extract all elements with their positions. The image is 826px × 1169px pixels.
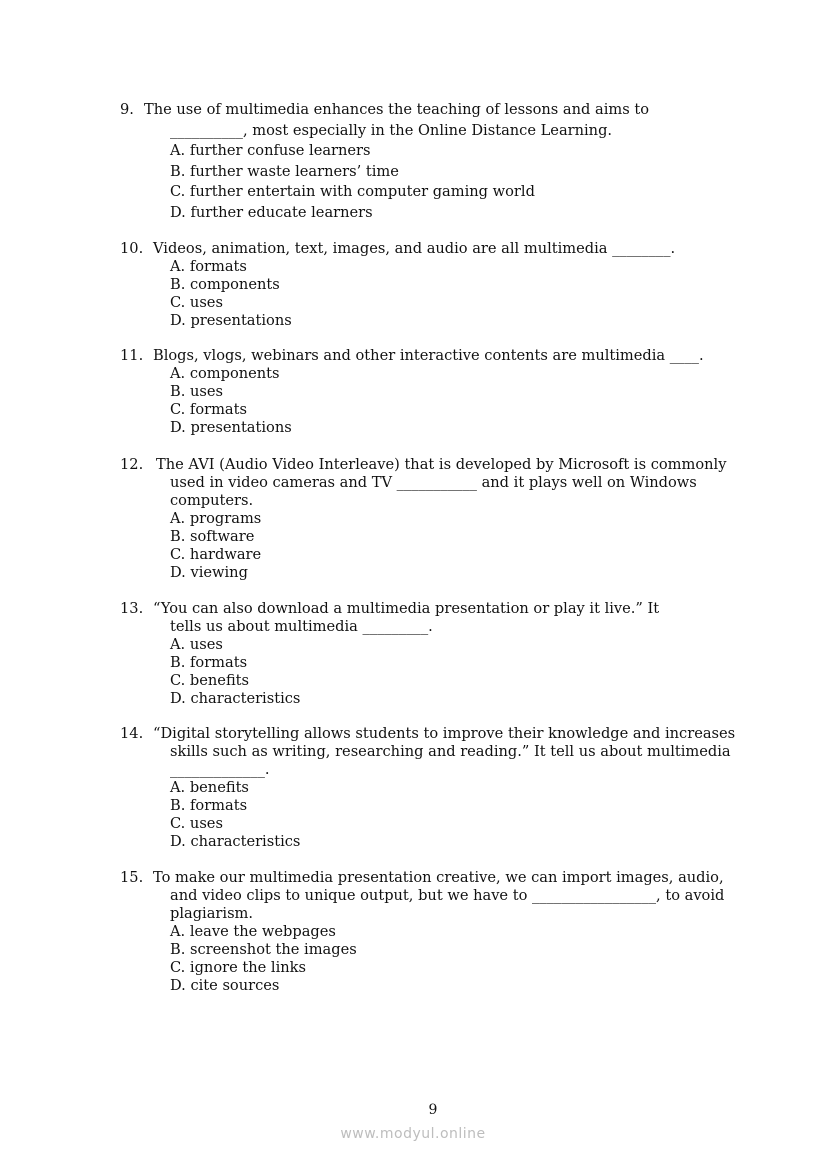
question-12 (120, 456, 760, 582)
option-c: C. further entertain with computer gaming world (170, 183, 535, 200)
question-14 (120, 725, 760, 851)
question-stem-continued: _____________. (170, 761, 270, 778)
question-stem: 11. Blogs, vlogs, webinars and other interactive contents are multimedia ____. (120, 347, 704, 364)
option-c: C. ignore the links (170, 959, 306, 976)
watermark: www.modyul.online (340, 1126, 486, 1142)
question-stem: 14. “Digital storytelling allows students to improve their knowledge and increases (120, 725, 736, 742)
question-stem-continued: computers. (170, 492, 254, 509)
option-b: B. formats (170, 797, 248, 814)
option-c: C. benefits (170, 672, 250, 689)
option-a: A. leave the webpages (170, 923, 336, 940)
option-c: C. uses (170, 294, 223, 311)
option-d: D. viewing (170, 564, 248, 581)
question-stem-continued: plagiarism. (170, 905, 254, 922)
option-c: C. formats (170, 401, 247, 418)
option-c: C. uses (170, 815, 223, 832)
option-a: A. benefits (170, 779, 249, 796)
option-a: A. formats (170, 258, 247, 275)
question-number: 12. (120, 456, 144, 473)
question-number: 11. (120, 347, 144, 364)
option-d: D. further educate learners (170, 203, 373, 221)
option-d: D. cite sources (170, 977, 280, 994)
question-stem-continued: and video clips to unique output, but we have to _________________, to avoid (170, 887, 725, 904)
question-stem-continued: tells us about multimedia _________. (170, 618, 433, 635)
option-a: A. components (170, 365, 280, 382)
question-number: 9. (120, 101, 134, 118)
option-d: D. presentations (170, 312, 292, 329)
option-d: D. presentations (170, 419, 292, 436)
option-b: B. screenshot the images (170, 941, 357, 958)
option-d: D. characteristics (170, 833, 301, 850)
option-c: C. hardware (170, 546, 262, 563)
option-b: B. uses (170, 383, 224, 400)
question-stem-continued: used in video cameras and TV ___________ and it plays well on Windows (170, 474, 697, 491)
option-a: A. programs (170, 510, 262, 527)
option-b: B. formats (170, 654, 248, 671)
question-9 (120, 100, 760, 223)
question-stem-continued: __________, most especially in the Online Distance Learning. (170, 121, 613, 139)
option-a: A. uses (170, 636, 223, 653)
option-b: B. further waste learners’ time (170, 162, 399, 180)
question-stem: 9. The use of multimedia enhances the teaching of lessons and aims to (120, 100, 760, 121)
question-number: 15. (120, 869, 144, 886)
question-number: 14. (120, 725, 144, 742)
option-d: D. characteristics (170, 690, 301, 707)
question-10 (120, 240, 760, 330)
question-stem-continued: skills such as writing, researching and reading.” It tell us about multimedia (170, 743, 731, 760)
question-stem: 15. To make our multimedia presentation creative, we can import images, audio, (120, 869, 724, 886)
page-number: 9 (428, 1102, 438, 1118)
option-b: B. components (170, 276, 280, 293)
question-13 (120, 600, 760, 708)
question-15 (120, 869, 760, 995)
question-number: 13. (120, 600, 144, 617)
question-stem: 13. “You can also download a multimedia presentation or play it live.” It (120, 600, 660, 617)
question-stem: 10. Videos, animation, text, images, and audio are all multimedia ________. (120, 240, 676, 257)
question-number: 10. (120, 240, 144, 257)
option-a: A. further confuse learners (170, 142, 371, 159)
question-11 (120, 347, 760, 437)
question-stem: 12. The AVI (Audio Video Interleave) that is developed by Microsoft is commonly (120, 456, 727, 473)
option-b: B. software (170, 528, 255, 545)
